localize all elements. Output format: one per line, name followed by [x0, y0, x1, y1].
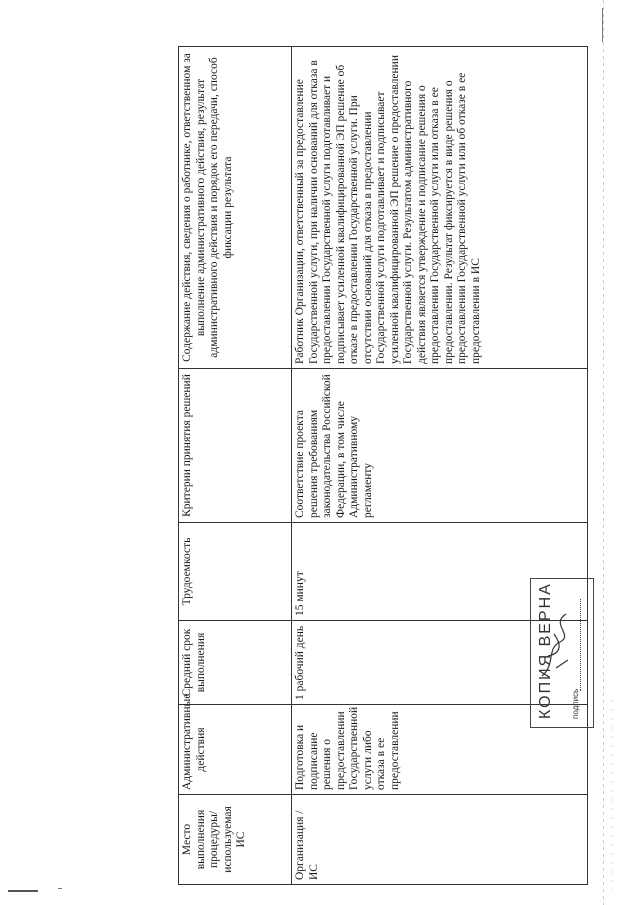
scan-edge-dots: [612, 700, 613, 890]
header-criteria: Критерии принятия решений: [179, 369, 292, 523]
cell-action: Подготовка и подписание решения о предоставлении Государственной услуги либо отказа в ее предоставлении: [292, 705, 588, 795]
stamp-sign-label: подпись: [571, 688, 580, 719]
scan-edge-line: [603, 0, 604, 905]
cell-criteria: Соответствие проекта решения требованиям законодательства Российской Федерации, в том числе Административному регламенту: [292, 369, 588, 523]
table-header-row: [179, 47, 292, 885]
signature-line: [580, 599, 581, 691]
cell-content: Работник Организации, ответственный за предоставление Государственной услуги, при наличии оснований для отказа в предоставлении Государственной услуги подготавливает и подписывает усиленной квалифицированной ЭП решение об отказе в предоставлении Государственной услуги. При отсутствии оснований для отказа в предоставлении Государственной услуги подготавливает и подписывает усиленной квалифицированной ЭП решение о предоставлении Государственной услуги. Результатом административного действия является утверждение и подписание решения о предоставлении Государственной услуги или отказа в ее предоставлении. Результат фиксируется в виде решения о предоставлении Государственной услуги или об отказе в ее предоставлении в ИС: [292, 47, 588, 369]
procedure-table: [178, 46, 588, 885]
scan-edge-mark: [602, 8, 603, 42]
stray-mark: [8, 890, 38, 892]
cell-place: Организация / ИС: [292, 795, 588, 885]
stamp-title: КОПИЯ ВЕРНА: [537, 582, 554, 719]
signature-scribble-icon: [536, 604, 576, 682]
header-content: Содержание действия, сведения о работнике, ответственном за выполнение административного действия, результат административного действия и порядок его передачи, способ фиксации результата: [179, 47, 292, 369]
header-action: Административные действия: [179, 705, 292, 795]
header-term: Средний срок выполнения: [179, 621, 292, 705]
rotated-procedure-table: [178, 47, 588, 885]
cell-term: 1 рабочий день: [292, 621, 588, 705]
stray-dot: [58, 888, 62, 889]
table-row: [292, 47, 588, 885]
header-place: Место выполнения процедуры/используемая ИС: [179, 795, 292, 885]
header-labor: Трудоемкость: [179, 523, 292, 621]
cell-labor: 15 минут: [292, 523, 588, 621]
